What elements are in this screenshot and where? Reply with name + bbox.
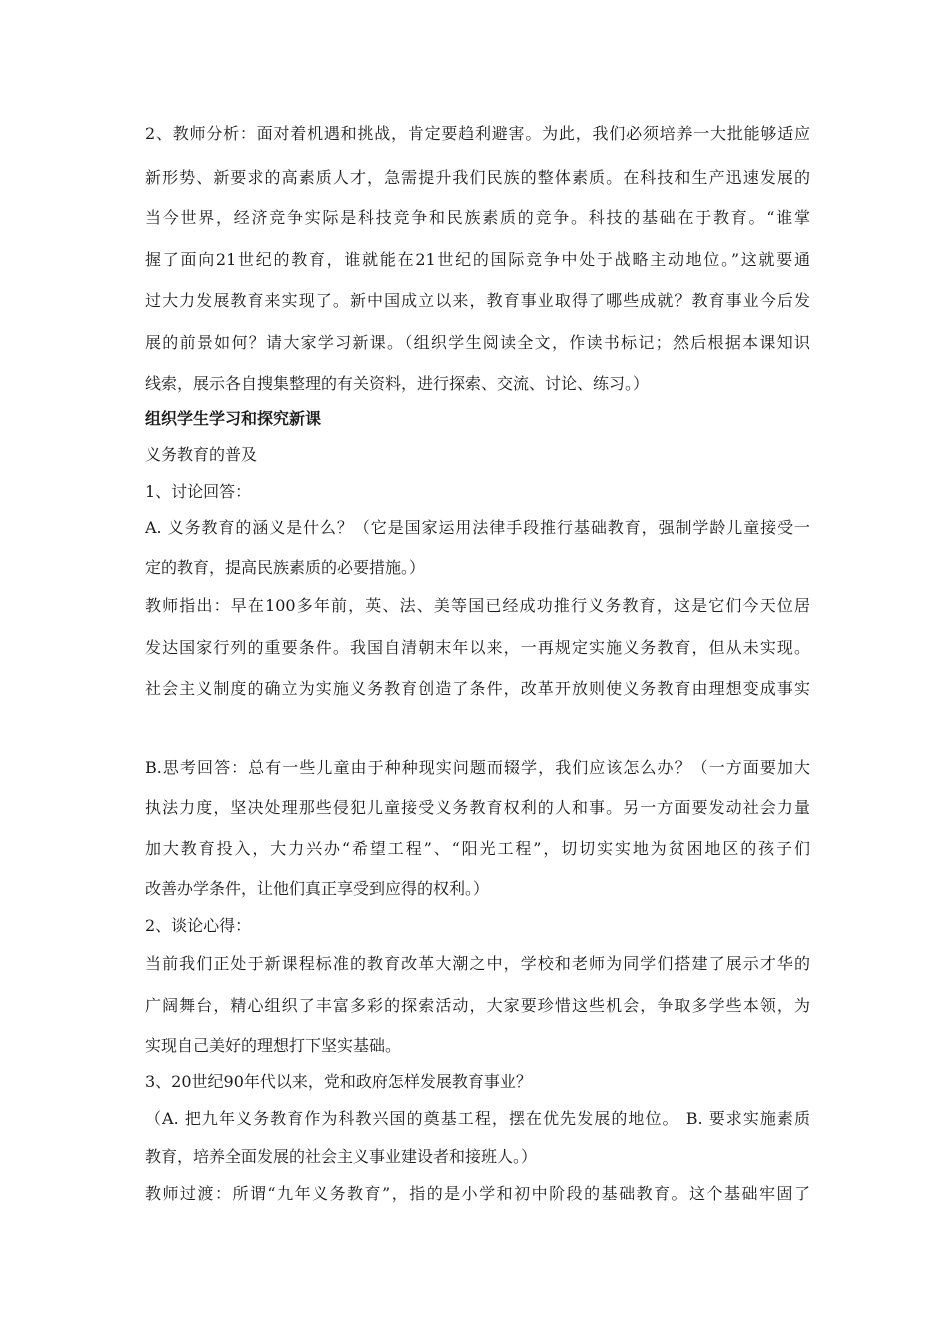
paragraph-line: A. 义务教育的涵义是什么？（它是国家运用法律手段推行基础教育，强制学龄儿童接受一 xyxy=(145,518,810,537)
paragraph-line: 执法力度，坚决处理那些侵犯儿童接受义务教育权利的人和事。另一方面要发动社会力量 xyxy=(145,798,810,817)
paragraph-line: 改善办学条件，让他们真正享受到应得的权利。） xyxy=(145,879,490,898)
paragraph-line: 加大教育投入，大力兴办“希望工程”、“阳光工程”，切切实实地为贫困地区的孩子们 xyxy=(145,839,810,858)
question-number: 1、讨论回答： xyxy=(145,482,252,501)
paragraph-line: 当今世界，经济竞争实际是科技竞争和民族素质的竞争。科技的基础在于教育。“谁掌 xyxy=(145,208,810,227)
paragraph-line: 线索，展示各自搜集整理的有关资料，进行探索、交流、讨论、练习。） xyxy=(145,374,650,393)
paragraph-line: 新形势、新要求的高素质人才，急需提升我们民族的整体素质。在科技和生产迅速发展的 xyxy=(145,168,810,187)
paragraph-line: 过大力发展教育来实现了。新中国成立以来，教育事业取得了哪些成就？教育事业今后发 xyxy=(145,291,810,310)
paragraph-line: 教师过渡：所谓“九年义务教育”，指的是小学和初中阶段的基础教育。这个基础牢固了 xyxy=(145,1184,810,1203)
paragraph-line: 发达国家行列的重要条件。我国自清朝末年以来，一再规定实施义务教育，但从未实现。 xyxy=(145,638,810,657)
paragraph-line: 实现自己美好的理想打下坚实基础。 xyxy=(145,1036,402,1055)
question-number: 3、20世纪90年代以来，党和政府怎样发展教育事业？ xyxy=(145,1072,532,1091)
paragraph-line: 2、教师分析：面对着机遇和挑战，肯定要趋利避害。为此，我们必须培养一大批能够适应 xyxy=(145,124,810,143)
question-number: 2、谈论心得： xyxy=(145,916,252,935)
paragraph-line: 当前我们正处于新课程标准的教育改革大潮之中，学校和老师为同学们搭建了展示才华的 xyxy=(145,954,810,973)
paragraph-line: 广阔舞台，精心组织了丰富多彩的探索活动，大家要珍惜这些机会，争取多学些本领，为 xyxy=(145,996,810,1015)
paragraph-line: B.思考回答：总有一些儿童由于种种现实问题而辍学，我们应该怎么办？（一方面要加大 xyxy=(145,758,810,777)
paragraph-line: 社会主义制度的确立为实施义务教育创造了条件，改革开放则使义务教育由理想变成事实 xyxy=(145,679,810,698)
paragraph-line: 握了面向21世纪的教育，谁就能在21世纪的国际竞争中处于战略主动地位。”这就要通 xyxy=(145,250,810,269)
section-heading: 组织学生学习和探究新课 xyxy=(145,409,322,428)
paragraph-line: （A. 把九年义务教育作为科教兴国的奠基工程，摆在优先发展的地位。 B. 要求实施素质 xyxy=(145,1109,810,1128)
paragraph-line: 教师指出：早在100多年前，英、法、美等国已经成功推行义务教育，这是它们今天位居 xyxy=(145,596,810,615)
paragraph-line: 定的教育，提高民族素质的必要措施。） xyxy=(145,558,426,577)
paragraph-line: 教育，培养全面发展的社会主义事业建设者和接班人。） xyxy=(145,1147,538,1166)
subsection-title: 义务教育的普及 xyxy=(145,445,258,464)
paragraph-line: 展的前景如何？请大家学习新课。（组织学生阅读全文，作读书标记；然后根据本课知识 xyxy=(145,333,810,352)
